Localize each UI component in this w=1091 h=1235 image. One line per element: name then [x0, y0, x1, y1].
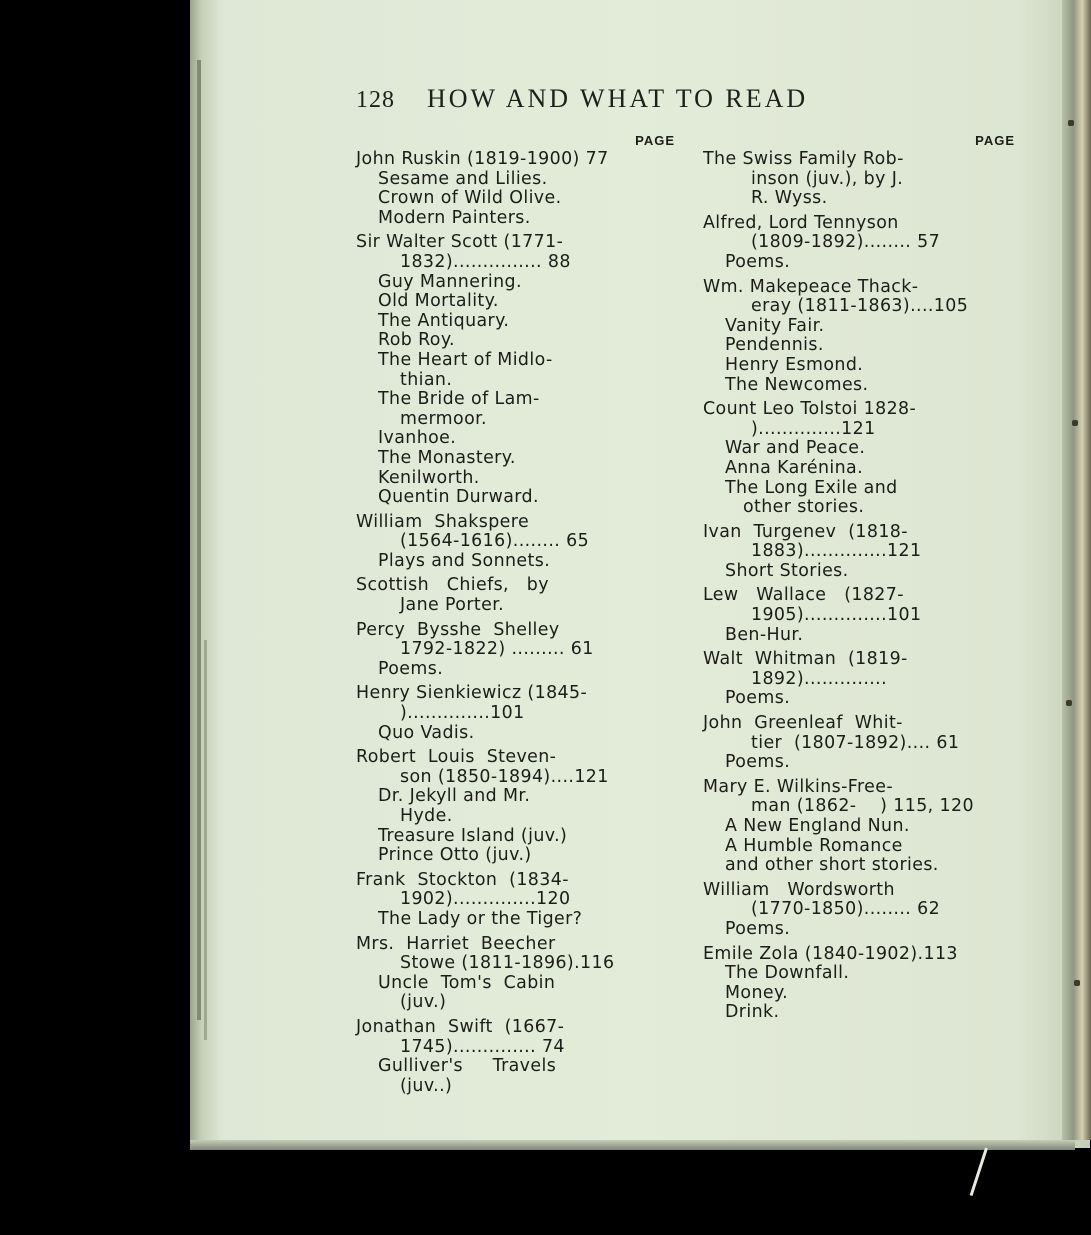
- author-line-continued: (1809-1892)........ 57: [751, 232, 941, 253]
- page-number: 128: [356, 87, 395, 113]
- work-title: The Downfall.: [725, 963, 850, 984]
- loose-thread: [970, 1148, 988, 1196]
- book-entry: [697, 650, 1015, 709]
- work-title: Quentin Durward.: [378, 487, 539, 508]
- work-title: Modern Painters.: [378, 207, 531, 228]
- book-title: HOW AND WHAT TO READ: [427, 84, 809, 113]
- author-line: William Shakspere: [356, 511, 530, 532]
- binding-shadow: [197, 60, 201, 1020]
- work-title: Ben-Hur.: [725, 624, 804, 645]
- book-entry: [350, 233, 675, 507]
- book-entry: [697, 881, 1015, 940]
- work-title: Sesame and Lilies.: [378, 168, 548, 189]
- author-line: Wm. Makepeace Thack-: [703, 276, 919, 297]
- author-line-continued: 1902)..............120: [400, 889, 571, 910]
- work-title: Money.: [725, 982, 789, 1003]
- book-entry: [697, 214, 1015, 273]
- author-line: Emile Zola (1840-1902).113: [703, 943, 958, 964]
- left-entries: [350, 150, 675, 1096]
- author-line: Mrs. Harriet Beecher: [356, 933, 556, 954]
- right-column: [697, 133, 1015, 1028]
- work-title: The Heart of Midlo-: [378, 349, 553, 370]
- work-title: Rob Roy.: [378, 330, 455, 351]
- work-title: War and Peace.: [725, 438, 866, 459]
- author-line-continued: 1745).............. 74: [400, 1036, 565, 1057]
- work-title: Treasure Island (juv.): [378, 825, 568, 846]
- book-entry: [697, 523, 1015, 582]
- author-line-continued: 1832)............... 88: [400, 251, 571, 272]
- book-entry: [350, 871, 675, 930]
- author-line-continued: tier (1807-1892).... 61: [751, 732, 960, 753]
- book-entry: [350, 150, 675, 228]
- author-line: Mary E. Wilkins-Free-: [703, 776, 893, 797]
- author-line-continued: )..............121: [751, 418, 876, 439]
- work-title: mermoor.: [400, 408, 487, 429]
- right-entries: [697, 150, 1015, 1023]
- work-title: and other short stories.: [725, 855, 939, 876]
- work-title: Guy Mannering.: [378, 271, 522, 292]
- page-column-label: PAGE: [975, 133, 1015, 148]
- work-title: The Antiquary.: [378, 310, 510, 331]
- work-title: The Monastery.: [378, 447, 516, 468]
- author-line: Frank Stockton (1834-: [356, 869, 569, 890]
- author-line-continued: R. Wyss.: [751, 188, 828, 209]
- work-title: The Long Exile and: [725, 477, 898, 498]
- left-column: [350, 133, 675, 1101]
- author-line: Sir Walter Scott (1771-: [356, 232, 564, 253]
- author-line-continued: inson (juv.), by J.: [751, 168, 904, 189]
- work-title: Drink.: [725, 1002, 780, 1023]
- author-line-continued: Stowe (1811-1896).116: [400, 953, 615, 974]
- author-line: John Greenleaf Whit-: [703, 713, 903, 734]
- work-title: Prince Otto (juv.): [378, 845, 532, 866]
- book-entry: [350, 513, 675, 572]
- book-entry: [697, 150, 1015, 209]
- book-entry: [697, 586, 1015, 645]
- work-title: (juv..): [400, 1075, 453, 1096]
- work-title: (juv.): [400, 992, 447, 1013]
- work-title: Crown of Wild Olive.: [378, 188, 562, 209]
- author-line-continued: (1770-1850)........ 62: [751, 899, 941, 920]
- work-title: Poems.: [725, 918, 791, 939]
- book-entry: [350, 576, 675, 615]
- author-line: Jonathan Swift (1667-: [356, 1016, 565, 1037]
- author-line-continued: eray (1811-1863)....105: [751, 296, 969, 317]
- work-title: Poems.: [725, 688, 791, 709]
- author-line: Count Leo Tolstoi 1828-: [703, 399, 917, 420]
- author-line: Henry Sienkiewicz (1845-: [356, 683, 588, 704]
- book-entry: [350, 621, 675, 680]
- book-entry: [697, 400, 1015, 518]
- author-line-continued: 1883)..............121: [751, 541, 922, 562]
- work-title: Henry Esmond.: [725, 354, 864, 375]
- work-title: A New England Nun.: [725, 816, 910, 836]
- book-entry: [697, 714, 1015, 773]
- edge-speck: [1074, 980, 1080, 986]
- work-title: other stories.: [743, 497, 865, 518]
- author-line-continued: (1564-1616)........ 65: [400, 531, 590, 552]
- work-title: Vanity Fair.: [725, 315, 825, 336]
- work-title: Poems.: [725, 752, 791, 773]
- edge-speck: [1066, 700, 1072, 706]
- page-column-label: PAGE: [635, 133, 675, 148]
- page-edge-right: [1062, 0, 1091, 1140]
- work-title: Dr. Jekyll and Mr.: [378, 786, 531, 807]
- work-title: Anna Karénina.: [725, 457, 864, 478]
- work-title: The Newcomes.: [725, 374, 869, 395]
- author-line-continued: 1792-1822) ......... 61: [400, 639, 594, 660]
- work-title: Pendennis.: [725, 335, 824, 356]
- author-line-continued: 1905)..............101: [751, 605, 922, 626]
- work-title: thian.: [400, 369, 453, 390]
- author-line-continued: )..............101: [400, 703, 525, 724]
- book-entry: [350, 684, 675, 743]
- author-line-continued: 1892)..............: [751, 668, 888, 689]
- author-line: The Swiss Family Rob-: [703, 149, 904, 169]
- work-title: Ivanhoe.: [378, 428, 457, 449]
- work-title: Quo Vadis.: [378, 722, 475, 743]
- book-entry: [350, 1018, 675, 1096]
- work-title: Poems.: [725, 251, 791, 272]
- work-title: Gulliver's Travels: [378, 1056, 557, 1077]
- book-entry: [350, 935, 675, 1013]
- work-title: A Humble Romance: [725, 835, 903, 856]
- work-title: Short Stories.: [725, 560, 849, 581]
- book-entry: [697, 278, 1015, 396]
- author-line: Percy Bysshe Shelley: [356, 619, 560, 640]
- work-title: Uncle Tom's Cabin: [378, 972, 556, 993]
- author-line: William Wordsworth: [703, 879, 895, 900]
- work-title: Poems.: [378, 658, 444, 679]
- binding-shadow-lower: [204, 640, 207, 1040]
- work-title: Kenilworth.: [378, 467, 480, 488]
- author-line: Ivan Turgenev (1818-: [703, 521, 908, 542]
- author-line-continued: man (1862- ) 115, 120: [751, 796, 974, 817]
- work-title: Plays and Sonnets.: [378, 550, 551, 571]
- author-line-continued: Jane Porter.: [400, 595, 505, 616]
- book-entry: [350, 748, 675, 866]
- author-line-continued: son (1850-1894)....121: [400, 766, 609, 787]
- author-line: Alfred, Lord Tennyson: [703, 212, 899, 233]
- page-edge-bottom: [190, 1140, 1075, 1150]
- author-line: Robert Louis Steven-: [356, 747, 557, 768]
- author-line: Scottish Chiefs, by: [356, 575, 549, 596]
- work-title: Old Mortality.: [378, 291, 499, 312]
- author-line: John Ruskin (1819-1900) 77: [356, 149, 609, 169]
- work-title: Hyde.: [400, 806, 453, 826]
- author-line: Walt Whitman (1819-: [703, 649, 908, 670]
- book-entry: [697, 945, 1015, 1023]
- book-entry: [697, 778, 1015, 876]
- author-line: Lew Wallace (1827-: [703, 585, 904, 606]
- edge-speck: [1072, 420, 1078, 426]
- work-title: The Lady or the Tiger?: [378, 908, 583, 929]
- edge-speck: [1068, 120, 1074, 126]
- work-title: The Bride of Lam-: [378, 389, 540, 410]
- running-header: [356, 84, 996, 114]
